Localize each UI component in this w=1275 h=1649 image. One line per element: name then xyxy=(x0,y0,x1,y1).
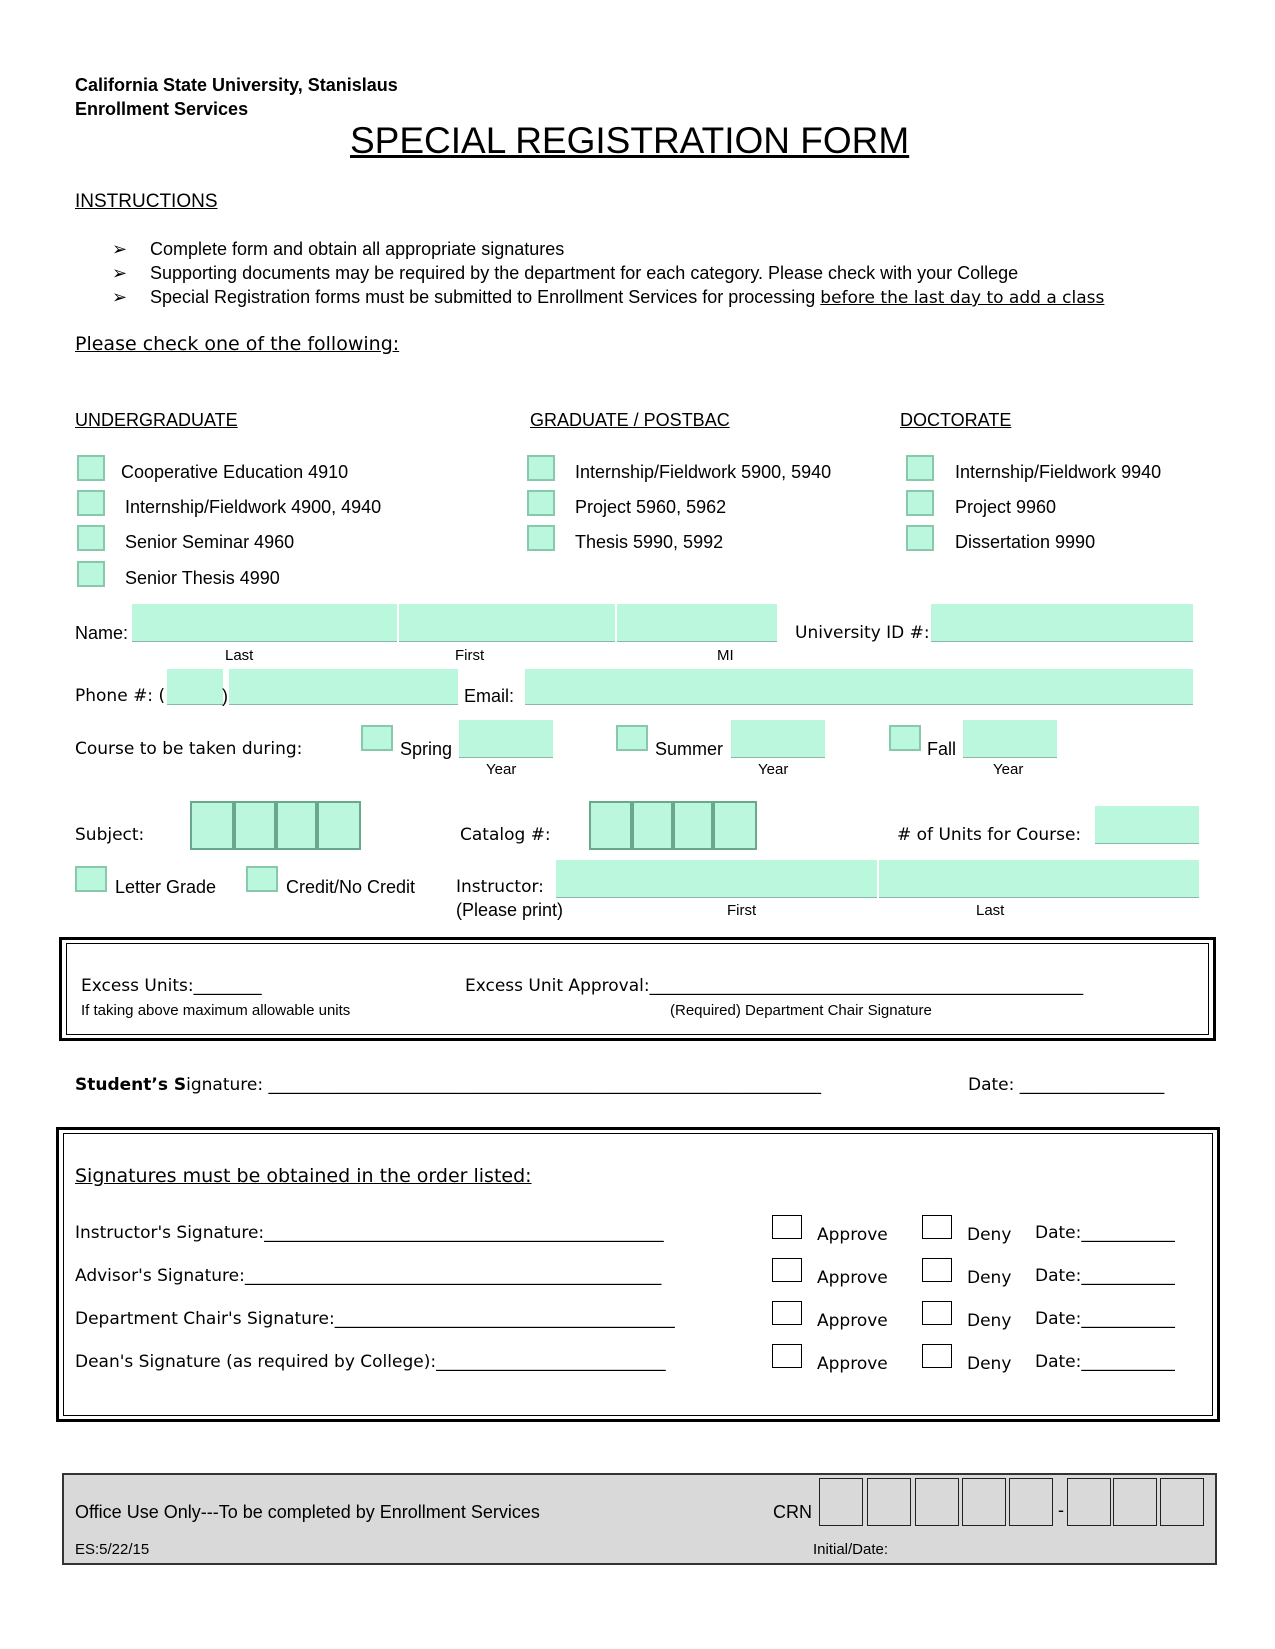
crn-digit-cell[interactable] xyxy=(819,1478,863,1526)
bullet-arrow-icon: ➢ xyxy=(112,263,128,283)
fall-label: Fall xyxy=(927,739,957,759)
senior-thesis-checkbox[interactable] xyxy=(77,561,105,587)
internship-9940-checkbox[interactable] xyxy=(906,455,934,481)
deny-label: Deny xyxy=(967,1225,1012,1245)
instructor-last-field[interactable] xyxy=(879,860,1199,898)
subject-label: Subject: xyxy=(75,825,145,845)
crn-digit-cell[interactable] xyxy=(1009,1478,1053,1526)
year-caption: Year xyxy=(486,761,517,778)
dissertation-9990-checkbox[interactable] xyxy=(906,525,934,551)
deny-label: Deny xyxy=(967,1354,1012,1374)
excess-units-note: If taking above maximum allowable units xyxy=(81,1002,351,1019)
course-term-label: Course to be taken during: xyxy=(75,739,303,759)
instruction-item-3: Special Registration forms must be submitted to Enrollment Services for processing before the last day to add a class xyxy=(150,287,1105,308)
university-id-field[interactable] xyxy=(931,604,1193,642)
instructor-last-caption: Last xyxy=(976,902,1005,919)
crn-digit-cell[interactable] xyxy=(1113,1478,1157,1526)
option-label: Senior Thesis 4990 xyxy=(125,568,280,588)
crn-dash: - xyxy=(1058,1500,1064,1520)
year-caption: Year xyxy=(993,761,1024,778)
instruction-deadline: before the last day to add a class xyxy=(820,288,1105,308)
advisor-date-line[interactable]: Date:___________ xyxy=(1035,1266,1175,1286)
option-label: Project 9960 xyxy=(955,497,1057,517)
catalog-label: Catalog #: xyxy=(460,825,551,845)
first-caption: First xyxy=(455,647,485,664)
department-name: Enrollment Services xyxy=(75,99,249,119)
dean-date-line[interactable]: Date:___________ xyxy=(1035,1352,1175,1372)
units-label: # of Units for Course: xyxy=(897,825,1082,845)
undergraduate-heading: UNDERGRADUATE xyxy=(75,410,238,430)
credit-no-credit-checkbox[interactable] xyxy=(246,866,278,892)
senior-seminar-checkbox[interactable] xyxy=(77,525,105,551)
bullet-arrow-icon: ➢ xyxy=(112,287,128,307)
instruction-item-1: Complete form and obtain all appropriate signatures xyxy=(150,239,565,259)
crn-digit-cell[interactable] xyxy=(915,1478,959,1526)
summer-checkbox[interactable] xyxy=(616,725,648,751)
catalog-char-cell[interactable] xyxy=(589,801,632,850)
subject-char-cell[interactable] xyxy=(317,801,361,850)
option-label: Cooperative Education 4910 xyxy=(121,462,349,482)
catalog-char-cell[interactable] xyxy=(673,801,713,850)
cooperative-education-checkbox[interactable] xyxy=(77,455,105,481)
year-caption: Year xyxy=(758,761,789,778)
crn-digit-cell[interactable] xyxy=(1067,1478,1111,1526)
email-label: Email: xyxy=(464,686,515,706)
instructor-signature-line[interactable]: Instructor's Signature:_______________________________________________ xyxy=(75,1223,664,1243)
fall-year-field[interactable] xyxy=(963,720,1057,758)
phone-number-field[interactable] xyxy=(229,669,458,705)
internship-4900-checkbox[interactable] xyxy=(77,490,105,516)
spring-checkbox[interactable] xyxy=(361,725,393,751)
dean-signature-line[interactable]: Dean's Signature (as required by College):___________________________ xyxy=(75,1352,666,1372)
initial-date-label: Initial/Date: xyxy=(813,1541,889,1558)
option-label: Internship/Fieldwork 9940 xyxy=(955,462,1162,482)
office-use-label: Office Use Only---To be completed by Enrollment Services xyxy=(75,1502,540,1522)
crn-digit-cell[interactable] xyxy=(962,1478,1006,1526)
option-label: Project 5960, 5962 xyxy=(575,497,727,517)
subject-char-cell[interactable] xyxy=(190,801,234,850)
deny-label: Deny xyxy=(967,1268,1012,1288)
internship-5900-checkbox[interactable] xyxy=(527,455,555,481)
phone-label: Phone #: ( xyxy=(75,686,166,706)
crn-label: CRN xyxy=(773,1502,812,1522)
form-version-code: ES:5/22/15 xyxy=(75,1541,150,1558)
catalog-char-cell[interactable] xyxy=(632,801,673,850)
option-label: Internship/Fieldwork 5900, 5940 xyxy=(575,462,832,482)
instructor-first-caption: First xyxy=(727,902,757,919)
chair-approve-checkbox[interactable] xyxy=(772,1301,802,1325)
credit-no-credit-label: Credit/No Credit xyxy=(286,877,416,897)
spring-label: Spring xyxy=(400,739,453,759)
option-label: Senior Seminar 4960 xyxy=(125,532,295,552)
student-date-line[interactable]: Date: _________________ xyxy=(968,1075,1165,1095)
department-chair-signature-line[interactable]: Department Chair's Signature:________________________________________ xyxy=(75,1309,675,1329)
instructor-deny-checkbox[interactable] xyxy=(922,1215,952,1239)
area-code-field[interactable] xyxy=(167,669,223,705)
approve-label: Approve xyxy=(817,1311,888,1331)
advisor-approve-checkbox[interactable] xyxy=(772,1258,802,1282)
crn-digit-cell[interactable] xyxy=(1160,1478,1204,1526)
option-label: Dissertation 9990 xyxy=(955,532,1096,552)
please-print-note: (Please print) xyxy=(456,900,564,920)
approve-label: Approve xyxy=(817,1268,888,1288)
dean-approve-checkbox[interactable] xyxy=(772,1344,802,1368)
university-id-label: University ID #: xyxy=(795,623,930,643)
project-5960-checkbox[interactable] xyxy=(527,490,555,516)
excess-units-line[interactable]: Excess Units:________ xyxy=(81,976,262,996)
deny-label: Deny xyxy=(967,1311,1012,1331)
excess-approval-line[interactable]: Excess Unit Approval:___________________________________________________ xyxy=(465,976,1084,996)
instructor-approve-checkbox[interactable] xyxy=(772,1215,802,1239)
advisor-signature-line[interactable]: Advisor's Signature:_________________________________________________ xyxy=(75,1266,662,1286)
form-title: SPECIAL REGISTRATION FORM xyxy=(350,120,910,161)
chair-deny-checkbox[interactable] xyxy=(922,1301,952,1325)
fall-checkbox[interactable] xyxy=(889,725,921,751)
project-9960-checkbox[interactable] xyxy=(906,490,934,516)
summer-year-field[interactable] xyxy=(731,720,825,758)
approve-label: Approve xyxy=(817,1225,888,1245)
bullet-arrow-icon: ➢ xyxy=(112,239,128,259)
doctorate-heading: DOCTORATE xyxy=(900,410,1012,430)
email-field[interactable] xyxy=(525,669,1193,705)
crn-digit-cell[interactable] xyxy=(867,1478,911,1526)
approvals-heading: Signatures must be obtained in the order listed: xyxy=(75,1165,532,1187)
dean-deny-checkbox[interactable] xyxy=(922,1344,952,1368)
instructor-date-line[interactable]: Date:___________ xyxy=(1035,1223,1175,1243)
last-name-field[interactable] xyxy=(132,604,397,642)
option-label: Internship/Fieldwork 4900, 4940 xyxy=(125,497,382,517)
thesis-5990-checkbox[interactable] xyxy=(527,525,555,551)
letter-grade-checkbox[interactable] xyxy=(75,866,107,892)
instructor-label: Instructor: xyxy=(456,877,544,897)
mi-caption: MI xyxy=(717,647,734,664)
graduate-heading: GRADUATE / POSTBAC xyxy=(530,410,730,430)
middle-initial-field[interactable] xyxy=(617,604,777,642)
subject-char-cell[interactable] xyxy=(234,801,276,850)
instructor-first-field[interactable] xyxy=(556,860,877,898)
name-label: Name: xyxy=(75,623,129,643)
instructions-heading: INSTRUCTIONS xyxy=(75,191,218,212)
check-prompt: Please check one of the following: xyxy=(75,333,400,355)
institution-name: California State University, Stanislaus xyxy=(75,75,398,95)
approve-label: Approve xyxy=(817,1354,888,1374)
advisor-deny-checkbox[interactable] xyxy=(922,1258,952,1282)
phone-close-paren: ) xyxy=(222,686,228,706)
chair-date-line[interactable]: Date:___________ xyxy=(1035,1309,1175,1329)
subject-char-cell[interactable] xyxy=(276,801,317,850)
spring-year-field[interactable] xyxy=(459,720,553,758)
catalog-char-cell[interactable] xyxy=(713,801,757,850)
option-label: Thesis 5990, 5992 xyxy=(575,532,724,552)
excess-approval-note: (Required) Department Chair Signature xyxy=(670,1002,932,1019)
first-name-field[interactable] xyxy=(399,604,615,642)
units-field[interactable] xyxy=(1095,806,1199,844)
instruction-item-2: Supporting documents may be required by the department for each category. Please check with your College xyxy=(150,263,1019,283)
last-caption: Last xyxy=(225,647,254,664)
letter-grade-label: Letter Grade xyxy=(115,877,217,897)
summer-label: Summer xyxy=(655,739,724,759)
student-signature-line[interactable]: Student’s Signature: _________________________________________________________________ xyxy=(75,1075,821,1095)
